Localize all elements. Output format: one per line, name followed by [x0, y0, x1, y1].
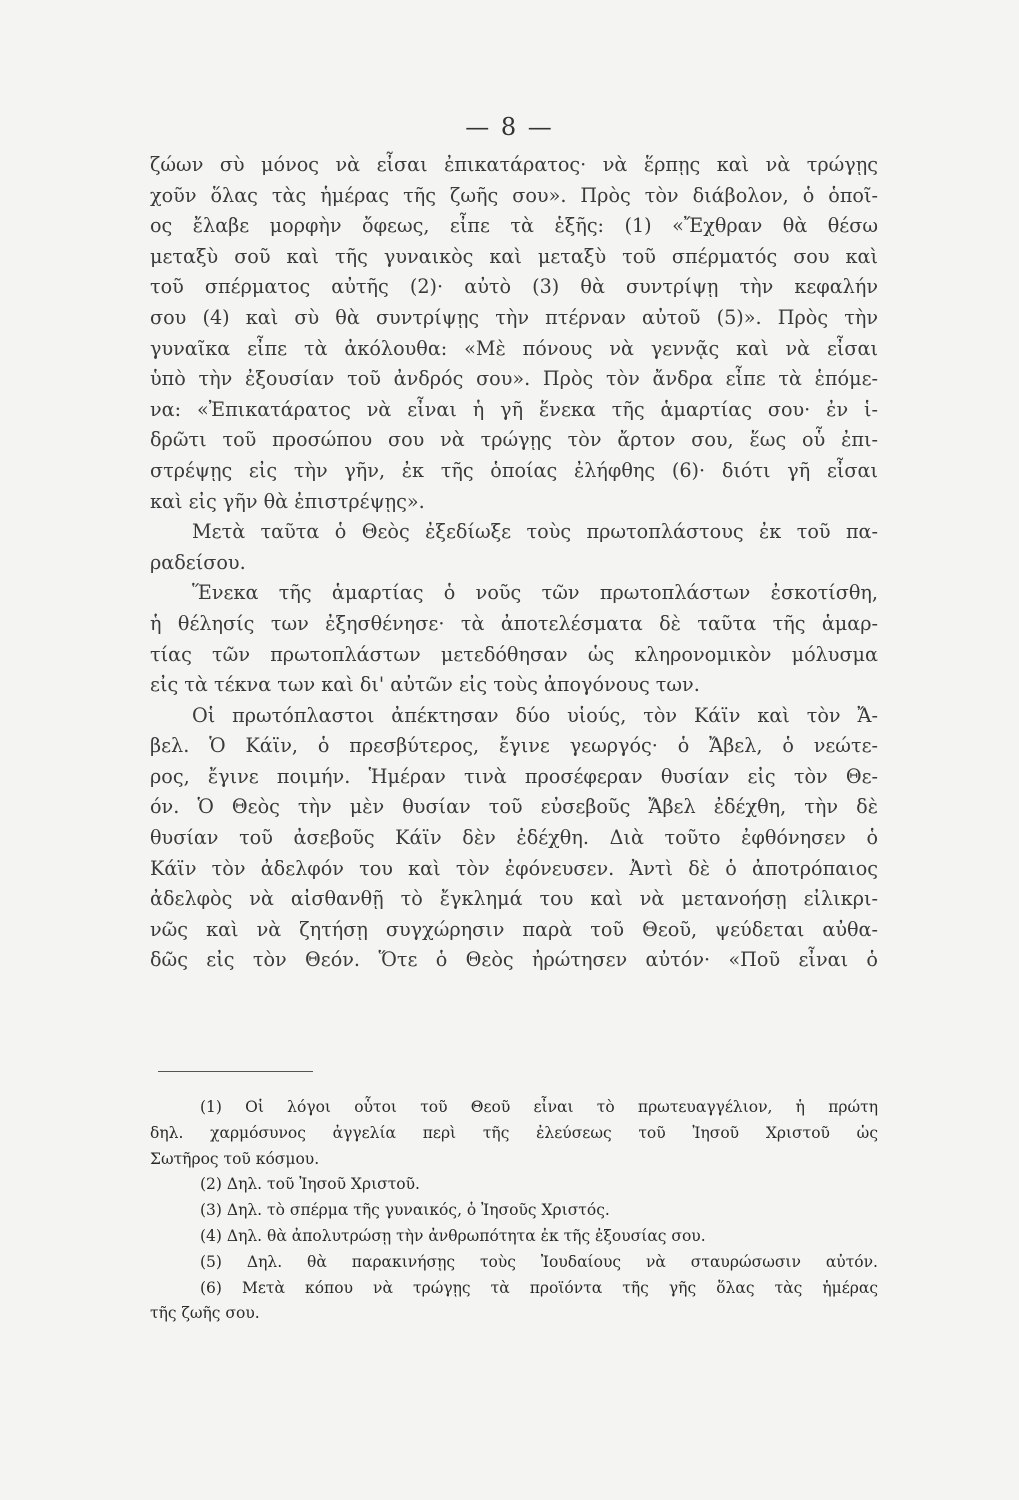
text-line: καὶ εἰς γῆν θὰ ἐπιστρέψῃς».	[150, 489, 425, 513]
text-line: γυναῖκα εἶπε τὰ ἀκόλουθα: «Μὲ πόνους νὰ γεννᾷς καὶ νὰ εἶσαι	[150, 336, 878, 360]
text-line: Μετὰ ταῦτα ὁ Θεὸς ἐξεδίωξε τοὺς πρωτοπλάστους ἐκ τοῦ πα-	[192, 520, 878, 544]
text-line: βελ. Ὁ Κάϊν, ὁ πρεσβύτερος, ἔγινε γεωργός· ὁ Ἄβελ, ὁ νεώτε-	[150, 734, 878, 758]
main-text	[150, 150, 878, 976]
footnote-line: (6) Μετὰ κόπου νὰ τρώγῃς τὰ προϊόντα τῆς γῆς ὅλας τὰς ἡμέρας	[200, 1278, 878, 1297]
text-line: τίας τῶν πρωτοπλάστων μετεδόθησαν ὡς κληρονομικὸν μόλυσμα	[150, 642, 878, 666]
text-line: ἡ θέλησίς των ἐξησθένησε· τὰ ἀποτελέσματα δὲ ταῦτα τῆς ἁμαρ-	[150, 611, 878, 635]
page-number: — 8 —	[465, 113, 554, 141]
text-line: τοῦ σπέρματος αὐτῆς (2)· αὐτὸ (3) θὰ συντρίψῃ τὴν κεφαλήν	[150, 275, 878, 299]
text-line: εἰς τὰ τέκνα των καὶ δι' αὐτῶν εἰς τοὺς ἀπογόνους των.	[150, 673, 700, 697]
text-line: να: «Ἐπικατάρατος νὰ εἶναι ἡ γῆ ἕνεκα τῆς ἁμαρτίας σου· ἐν ἱ-	[150, 397, 878, 421]
text-line: Κάϊν τὸν ἀδελφόν του καὶ τὸν ἐφόνευσεν. Ἀντὶ δὲ ὁ ἀποτρόπαιος	[150, 856, 878, 880]
footnote-line: (5) Δηλ. θὰ παρακινήσῃς τοὺς Ἰουδαίους νὰ σταυρώσωσιν αὐτόν.	[200, 1252, 878, 1271]
footnote-line: (2) Δηλ. τοῦ Ἰησοῦ Χριστοῦ.	[200, 1175, 420, 1194]
text-line: ἀδελφὸς νὰ αἰσθανθῇ τὸ ἔγκλημά του καὶ νὰ μετανοήσῃ εἰλικρι-	[150, 887, 878, 911]
footnote-line: (1) Οἱ λόγοι οὗτοι τοῦ Θεοῦ εἶναι τὸ πρωτευαγγέλιον, ἡ πρώτη	[200, 1098, 878, 1116]
text-line: σου (4) καὶ σὺ θὰ συντρίψῃς τὴν πτέρναν αὐτοῦ (5)». Πρὸς τὴν	[150, 305, 878, 329]
text-line: δῶς εἰς τὸν Θεόν. Ὅτε ὁ Θεὸς ἠρώτησεν αὐτόν· «Ποῦ εἶναι ὁ	[150, 948, 878, 972]
footnote-line: (4) Δηλ. θὰ ἀπολυτρώσῃ τὴν ἀνθρωπότητα ἐκ τῆς ἐξουσίας σου.	[200, 1226, 706, 1245]
text-line: ὑπὸ τὴν ἐξουσίαν τοῦ ἀνδρός σου». Πρὸς τὸν ἄνδρα εἶπε τὰ ἑπόμε-	[150, 367, 878, 391]
footnote-divider	[158, 1071, 313, 1072]
footnote-line: (3) Δηλ. τὸ σπέρμα τῆς γυναικός, ὁ Ἰησοῦς Χριστός.	[200, 1201, 610, 1220]
footnotes	[150, 1095, 878, 1327]
text-line: Οἱ πρωτόπλαστοι ἀπέκτησαν δύο υἱούς, τὸν Κάϊν καὶ τὸν Ἄ-	[192, 703, 878, 727]
text-line: ος ἔλαβε μορφὴν ὄφεως, εἶπε τὰ ἑξῆς: (1) «Ἔχθραν θὰ θέσω	[150, 214, 878, 238]
text-line: Ἕνεκα τῆς ἁμαρτίας ὁ νοῦς τῶν πρωτοπλάστων ἐσκοτίσθη,	[192, 581, 878, 605]
text-line: μεταξὺ σοῦ καὶ τῆς γυναικὸς καὶ μεταξὺ τοῦ σπέρματός σου καὶ	[150, 244, 878, 268]
text-line: στρέψῃς εἰς τὴν γῆν, ἐκ τῆς ὁποίας ἐλήφθης (6)· διότι γῆ εἶσαι	[150, 458, 878, 482]
footnote-line: Σωτῆρος τοῦ κόσμου.	[150, 1149, 320, 1168]
text-line: ραδείσου.	[150, 550, 246, 574]
footnote-line: τῆς ζωῆς σου.	[150, 1304, 260, 1323]
footnote-line: δηλ. χαρμόσυνος ἀγγελία περὶ τῆς ἐλεύσεως τοῦ Ἰησοῦ Χριστοῦ ὡς	[150, 1123, 878, 1142]
text-line: ζώων σὺ μόνος νὰ εἶσαι ἐπικατάρατος· νὰ ἕρπῃς καὶ νὰ τρώγῃς	[150, 153, 878, 176]
text-line: ρος, ἔγινε ποιμήν. Ἡμέραν τινὰ προσέφεραν θυσίαν εἰς τὸν Θε-	[150, 764, 878, 788]
text-line: χοῦν ὅλας τὰς ἡμέρας τῆς ζωῆς σου». Πρὸς τὸν διάβολον, ὁ ὁποῖ-	[150, 183, 878, 207]
text-line: όν. Ὁ Θεὸς τὴν μὲν θυσίαν τοῦ εὐσεβοῦς Ἄβελ ἐδέχθη, τὴν δὲ	[150, 795, 878, 819]
text-line: δρῶτι τοῦ προσώπου σου νὰ τρώγῃς τὸν ἄρτον σου, ἕως οὗ ἐπι-	[150, 428, 878, 452]
text-line: θυσίαν τοῦ ἀσεβοῦς Κάϊν δὲν ἐδέχθη. Διὰ τοῦτο ἐφθόνησεν ὁ	[150, 826, 878, 850]
text-line: νῶς καὶ νὰ ζητήσῃ συγχώρησιν παρὰ τοῦ Θεοῦ, ψεύδεται αὐθα-	[150, 917, 878, 941]
